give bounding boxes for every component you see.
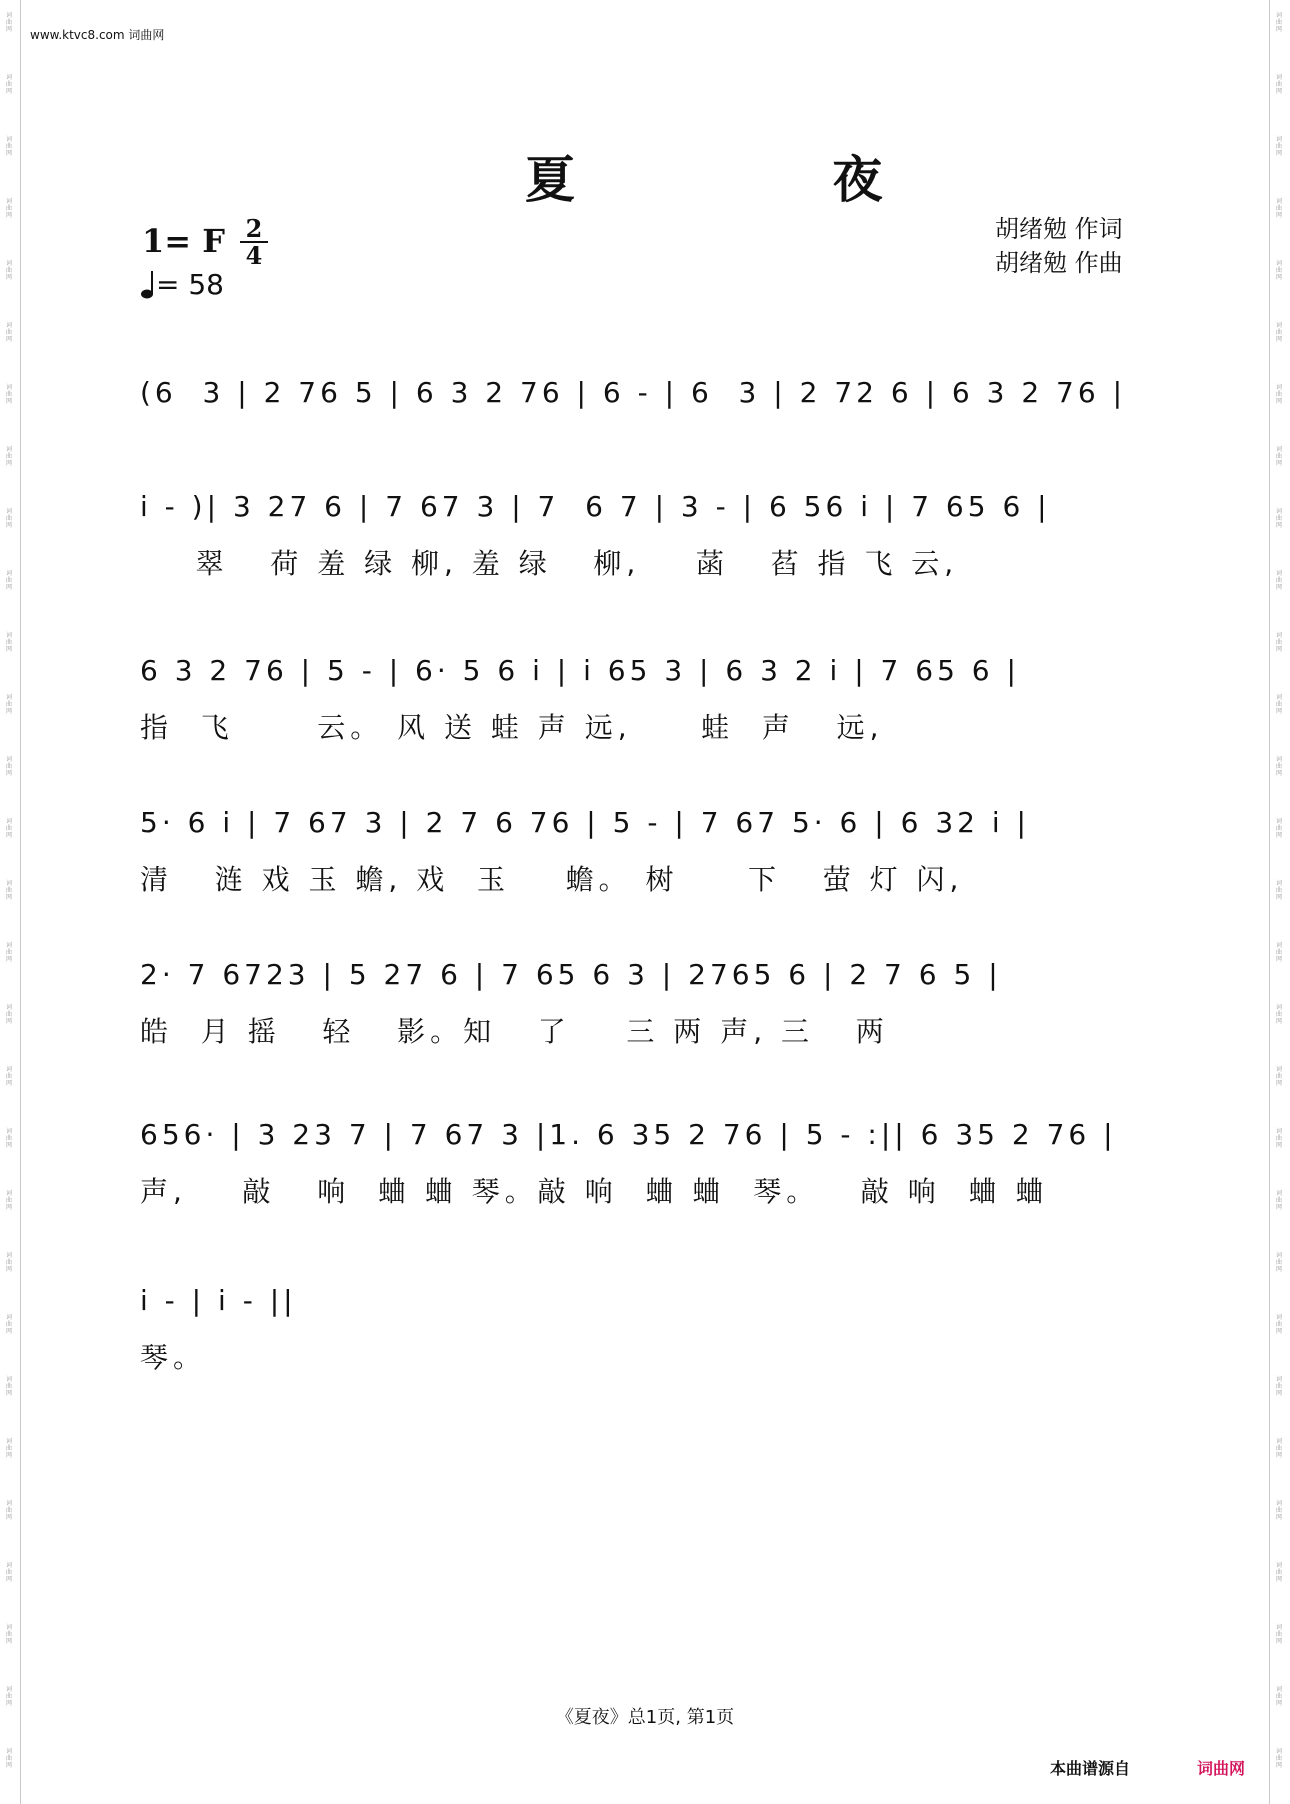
edge-watermark: 词曲网: [1275, 818, 1282, 839]
edge-watermark: 词曲网: [1275, 1624, 1282, 1645]
edge-watermark: 词曲网: [1275, 322, 1282, 343]
quarter-note-icon: [140, 270, 156, 300]
edge-watermark: 词曲网: [5, 1314, 12, 1335]
notation-line: 6 3 2 76 | 5 - | 6· 5 6 i | i 65 3 | 6 3 2 i | 7 65 6 |: [140, 653, 1020, 687]
lyrics-line: 皓 月 摇 轻 影。知 了 三 两 声, 三 两: [140, 1015, 889, 1048]
edge-watermark: 词曲网: [5, 818, 12, 839]
credits: [995, 212, 1123, 280]
notation-line: 5· 6 i | 7 67 3 | 2 7 6 76 | 5 - | 7 67 5· 6 | 6 32 i |: [140, 805, 1030, 839]
lyrics-line: 琴。: [140, 1341, 207, 1374]
edge-watermark: 词曲网: [5, 756, 12, 777]
score-row: [140, 1278, 1146, 1374]
notation-line: i - )| 3 27 6 | 7 67 3 | 7 6 7 | 3 - | 6 56 i | 7 65 6 |: [140, 489, 1051, 523]
edge-watermark: 词曲网: [5, 12, 12, 33]
edge-watermark: 词曲网: [5, 1190, 12, 1211]
edge-watermark: 词曲网: [5, 1624, 12, 1645]
left-edge-strip: [0, 0, 21, 1804]
site-url: www.ktvc8.com 词曲网: [30, 28, 165, 42]
tempo-value: = 58: [156, 268, 224, 301]
edge-watermark: 词曲网: [1275, 136, 1282, 157]
edge-watermark: 词曲网: [5, 260, 12, 281]
score-row: [140, 1112, 1146, 1208]
edge-watermark: 词曲网: [1275, 1562, 1282, 1583]
edge-watermark: 词曲网: [5, 136, 12, 157]
tempo-marking: [140, 268, 224, 301]
lyrics-line: 指 飞 云。 风 送 蛙 声 远, 蛙 声 远,: [140, 711, 884, 744]
edge-watermark: 词曲网: [1275, 74, 1282, 95]
edge-watermark: 词曲网: [5, 1438, 12, 1459]
notation-line: (6 3 | 2 76 5 | 6 3 2 76 | 6 - | 6 3 | 2 72 6 | 6 3 2 76 |: [140, 375, 1127, 409]
edge-watermark: 词曲网: [5, 1500, 12, 1521]
edge-watermark: 词曲网: [5, 632, 12, 653]
score-row: [140, 648, 1146, 744]
edge-watermark: 词曲网: [1275, 1004, 1282, 1025]
source-label: 本曲谱源自: [1050, 1759, 1131, 1778]
edge-watermark: 词曲网: [1275, 756, 1282, 777]
page-footer: 《夏夜》总1页, 第1页: [555, 1707, 735, 1728]
edge-watermark: 词曲网: [1275, 1500, 1282, 1521]
edge-watermark: 词曲网: [1275, 694, 1282, 715]
edge-watermark: 词曲网: [1275, 260, 1282, 281]
edge-watermark: 词曲网: [5, 1686, 12, 1707]
composer-credit: 胡绪勉 作曲: [995, 249, 1123, 277]
lyrics-line: 翠 荷 羞 绿 柳, 羞 绿 柳, 菡 萏 指 飞 云,: [140, 547, 959, 580]
edge-watermark: 词曲网: [1275, 198, 1282, 219]
time-signature: [240, 216, 268, 268]
score-row: [140, 800, 1146, 896]
edge-watermark: 词曲网: [5, 1066, 12, 1087]
edge-watermark: 词曲网: [1275, 508, 1282, 529]
lyrics-line: [140, 428, 1146, 462]
edge-watermark: 词曲网: [5, 508, 12, 529]
edge-watermark: 词曲网: [5, 198, 12, 219]
edge-watermark: 词曲网: [5, 1252, 12, 1273]
time-signature-numerator: 2: [240, 216, 268, 243]
key-signature: 1= F: [142, 222, 225, 260]
edge-watermark: 词曲网: [1275, 1190, 1282, 1211]
edge-watermark: 词曲网: [5, 1004, 12, 1025]
edge-watermark: 词曲网: [5, 322, 12, 343]
right-edge-strip: [1269, 0, 1290, 1804]
edge-watermark: 词曲网: [1275, 942, 1282, 963]
edge-watermark: 词曲网: [5, 1748, 12, 1769]
edge-watermark: 词曲网: [1275, 1686, 1282, 1707]
edge-watermark: 词曲网: [5, 1562, 12, 1583]
edge-watermark: 词曲网: [1275, 1748, 1282, 1769]
notation-line: 656· | 3 23 7 | 7 67 3 |1. 6 35 2 76 | 5 - :|| 6 35 2 76 |: [140, 1117, 1117, 1151]
lyricist-credit: 胡绪勉 作词: [995, 215, 1123, 243]
edge-watermark: 词曲网: [1275, 1376, 1282, 1397]
edge-watermark: 词曲网: [1275, 632, 1282, 653]
edge-watermark: 词曲网: [5, 880, 12, 901]
edge-watermark: 词曲网: [5, 384, 12, 405]
edge-watermark: 词曲网: [5, 446, 12, 467]
time-signature-denominator: 4: [245, 241, 263, 270]
edge-watermark: 词曲网: [1275, 446, 1282, 467]
edge-watermark: 词曲网: [5, 942, 12, 963]
score-row: [140, 370, 1146, 462]
song-title: 夏 夜: [525, 150, 1003, 209]
edge-watermark: 词曲网: [5, 570, 12, 591]
lyrics-line: 清 涟 戏 玉 蟾, 戏 玉 蟾。 树 下 萤 灯 闪,: [140, 863, 964, 896]
lyrics-line: 声, 敲 响 蛐 蛐 琴。敲 响 蛐 蛐 琴。 敲 响 蛐 蛐: [140, 1175, 1049, 1208]
edge-watermark: 词曲网: [5, 694, 12, 715]
edge-watermark: 词曲网: [1275, 880, 1282, 901]
edge-watermark: 词曲网: [1275, 1066, 1282, 1087]
edge-watermark: 词曲网: [5, 1376, 12, 1397]
edge-watermark: 词曲网: [1275, 384, 1282, 405]
notation-line: 2· 7 6723 | 5 27 6 | 7 65 6 3 | 2765 6 | 2 7 6 5 |: [140, 957, 1002, 991]
edge-watermark: 词曲网: [5, 74, 12, 95]
edge-watermark: 词曲网: [5, 1128, 12, 1149]
source-brand: 词曲网: [1197, 1759, 1246, 1778]
score-row: [140, 484, 1146, 580]
edge-watermark: 词曲网: [1275, 1252, 1282, 1273]
score-row: [140, 952, 1146, 1048]
edge-watermark: 词曲网: [1275, 1314, 1282, 1335]
edge-watermark: 词曲网: [1275, 570, 1282, 591]
edge-watermark: 词曲网: [1275, 1438, 1282, 1459]
notation-line: i - | i - ||: [140, 1283, 297, 1317]
edge-watermark: 词曲网: [1275, 1128, 1282, 1149]
edge-watermark: 词曲网: [1275, 12, 1282, 33]
